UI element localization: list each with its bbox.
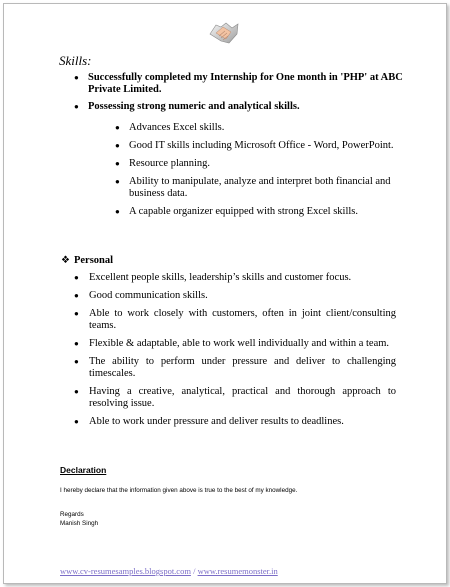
handshake-icon [207,14,241,48]
skills-heading: Skills: [59,53,92,68]
declaration-text: I hereby declare that the information given above is true to the best of my knowledge. [60,487,298,494]
footer-link-resumemonster[interactable]: www.resumemonster.in [197,566,278,576]
footer-link-cv-resumesamples[interactable]: www.cv-resumesamples.blogspot.com [60,566,191,576]
list-item: ● Excellent people skills, leadership’s skills and customer focus. [89,272,396,284]
list-item: ● Ability to manipulate, analyze and interpret both financial and business data. [129,176,399,200]
list-item: ● Good IT skills including Microsoft Office - Word, PowerPoint. [129,140,399,152]
list-item: ● Successfully completed my Internship for One month in 'PHP' at ABC Private Limited. [88,72,406,96]
footer-separator: / [190,566,198,576]
declaration-title: Declaration [60,465,107,475]
list-item: ● Able to work under pressure and deliver results to deadlines. [89,416,396,428]
personal-heading [61,255,113,266]
skills-list [88,72,406,118]
regards-text: Regards [60,511,84,518]
list-item: ● Advances Excel skills. [129,122,399,134]
resume-page [3,3,447,584]
list-item: ● The ability to perform under pressure and deliver to challenging timescales. [89,356,396,380]
list-item: ● Good communication skills. [89,290,396,302]
signature-name: Manish Singh [60,520,99,527]
list-item: ● Having a creative, analytical, practical and thorough approach to resolving issue. [89,386,396,410]
list-item: ● Able to work closely with customers, often in joint client/consulting teams. [89,308,396,332]
list-item: ● Resource planning. [129,158,399,170]
footer-links [60,566,278,576]
analytical-skills-list [129,122,399,224]
list-item: ● Flexible & adaptable, able to work well individually and within a team. [89,338,396,350]
diamond-bullet-icon: ❖ [61,255,70,266]
list-item: ● A capable organizer equipped with strong Excel skills. [129,206,399,218]
personal-heading-label: Personal [73,255,114,266]
personal-list [89,272,396,434]
list-item: ● Possessing strong numeric and analytical skills. [88,101,406,113]
